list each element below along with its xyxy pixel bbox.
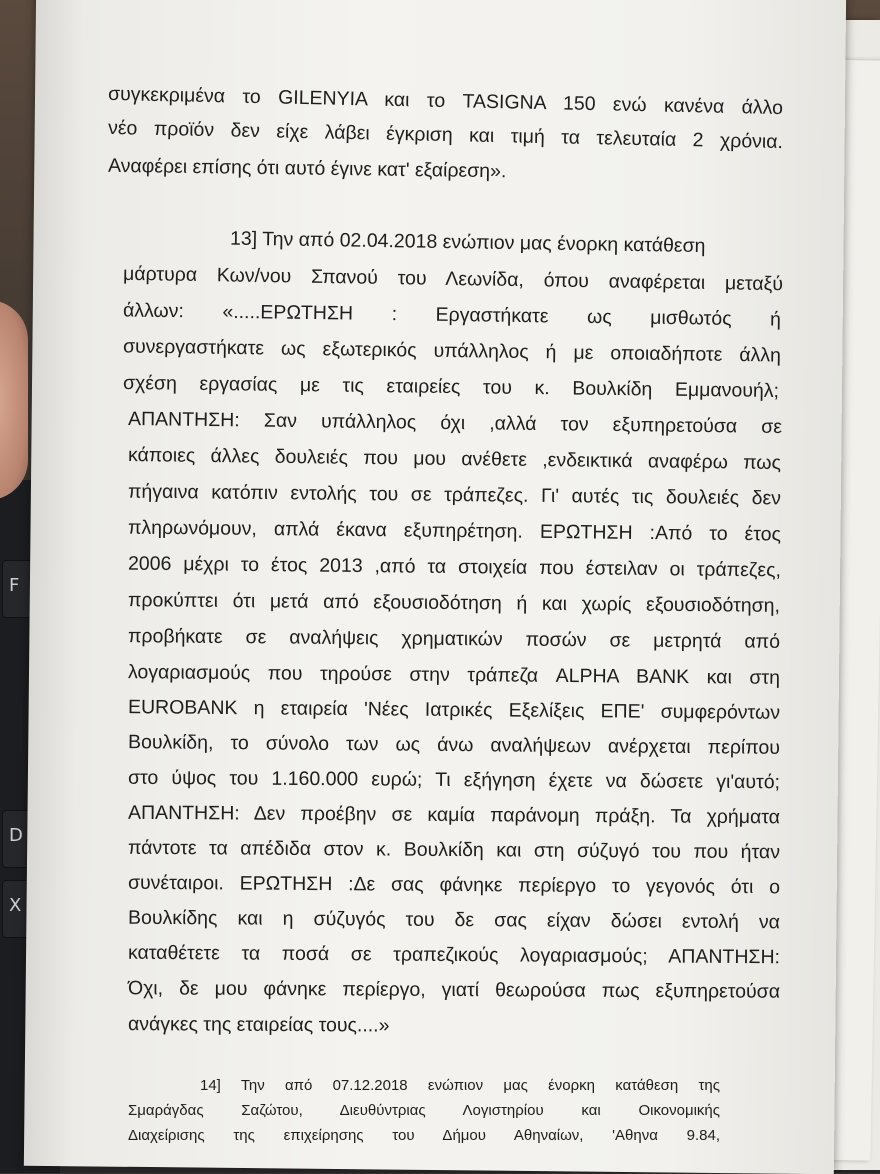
text-line: 14] Την από 07.12.2018 ενώπιον μας ένορκη κατάθεση της [200,1077,720,1094]
text-line: EUROBANK η εταιρεία 'Νέες Ιατρικές Εξελίξεις ΕΠΕ' συμφερόντων [127,696,781,724]
text-line: προβήκατε σε αναλήψεις χρηματικών ποσών σε μετρητά από [127,625,781,653]
text-line: Σμαράγδας Σαζώτου, Διευθύντριας Λογιστηρίου και Οικονομικής [128,1102,720,1119]
text-line: Όχι, δε μου φάνηκε περίεργο, γιατί θεωρούσα πως εξυπηρετούσα [127,977,781,1003]
text-line: ΑΠΑΝΤΗΣΗ: Σαν υπάλληλος όχι ,αλλά τον εξυπηρετούσα σε [127,408,783,438]
text-line: Διαχείρισης της επιχείρησης του Δήμου Αθηναίων, 'Αθηνα 9.84, [128,1127,720,1144]
text-line: συνέταιροι. ΕΡΩΤΗΣΗ :Δε σας φάνηκε περίεργο το γεγονός ότι ο [127,871,781,899]
text-line: κάποιες άλλες δουλειές που μου ανέθετε ,ενδεικτικά αναφέρω πως [127,444,782,474]
text-line: συνεργαστήκατε ως εξωτερικός υπάλληλος ή με οποιαδήποτε άλλη [122,335,782,367]
text-line: στο ύψος του 1.160.000 ευρώ; Τι εξήγηση έχετε να δώσετε γι'αυτό; [127,766,781,794]
text-line: πάντοτε τα απέδιδα στον κ. Βουλκίδη και στη σύζυγό του που ήταν [127,836,781,864]
text-line: πληρωνόμουν, απλά έκανα εξυπηρέτηση. ΕΡΩΤΗΣΗ :Από το έτος [127,516,782,546]
text-line: Βουλκίδης και η σύζυγός του δε σας είχαν δώσει εντολή να [127,906,781,934]
text-line: 13] Την από 02.04.2018 ενώπιον μας ένορκη κατάθεση [229,227,706,258]
text-line: συγκεκριμένα το GILENYIA και το TASIGNA 150 ενώ κανένα άλλο [107,82,784,120]
text-line: Αναφέρει επίσης ότι αυτό έγινε κατ' εξαίρεση». [107,154,507,183]
text-line: ΑΠΑΝΤΗΣΗ: Δεν προέβην σε καμία παράνομη πράξη. Τα χρήματα [127,801,781,829]
text-line: Βουλκίδη, το σύνολο των ως άνω αναλήψεων ανέρχεται περίπου [127,731,781,759]
text-line: μάρτυρα Κων/νου Σπανού του Λεωνίδα, όπου αναφέρεται μεταξύ [122,262,784,296]
keyboard-key: X [2,880,44,938]
text-line: νέο προϊόν δεν είχε λάβει έγκριση και τιμή τα τελευταία 2 χρόνια. [107,116,784,154]
text-line: άλλων: «.....ΕΡΩΤΗΣΗ : Εργαστήκατε ως μισθωτός ή [122,299,782,331]
keyboard-key: F [2,560,44,618]
text-line: 2006 μέχρι το έτος 2013 ,από τα στοιχεία που έστειλαν οι τράπεζες, [127,552,782,582]
text-line: προκύπτει ότι μετά από εξουσιοδότηση ή και χωρίς εξουσιοδότηση, [127,589,781,617]
text-line: καταθέτετε τα ποσά σε τραπεζικούς λογαριασμούς; ΑΠΑΝΤΗΣΗ: [127,941,781,969]
text-line: σχέση εργασίας με τις εταιρείες του κ. Βουλκίδη Εμμανουήλ; [122,371,780,403]
text-line: λογαριασμούς που τηρούσε στην τράπεζα ALPHA BANK και στη [127,661,781,689]
text-line: πήγαινα κατόπιν εντολής του σε τράπεζες. Γι' αυτές τις δουλειές δεν [127,480,782,510]
finger [0,300,28,500]
keyboard-key: D [2,810,44,868]
text-line: ανάγκες της εταιρείας τους....» [127,1013,390,1037]
